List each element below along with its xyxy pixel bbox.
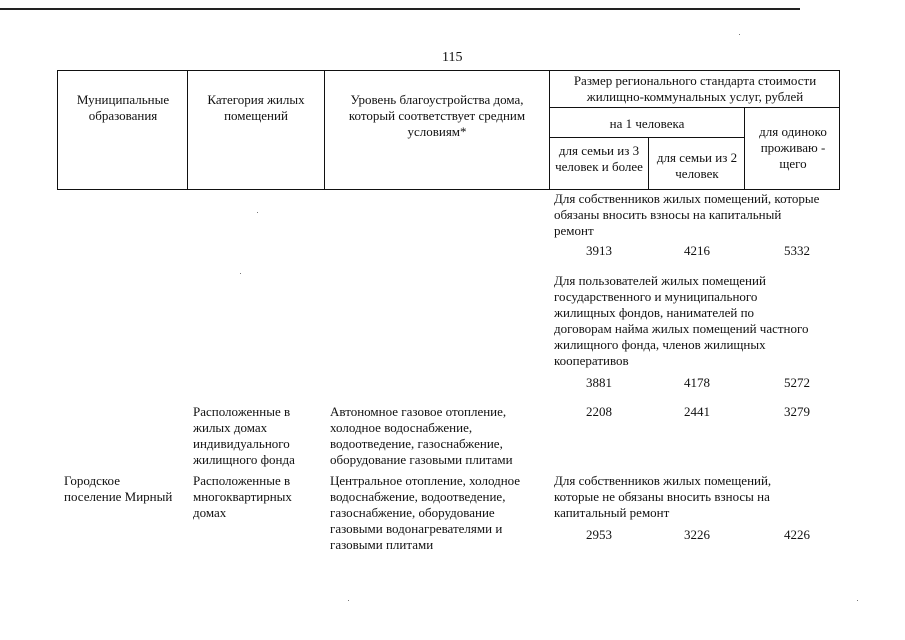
- value-single: 5272: [784, 375, 810, 390]
- header-standard: Размер регионального стандарта стоимости жилищно-коммунальных услуг, рублей: [573, 73, 817, 104]
- note-owners-obliged: Для собственников жилых помещений, которые обязаны вносить взносы на капитальный ремонт: [554, 191, 820, 238]
- value-family3: 3913: [586, 243, 612, 258]
- value-single: 3279: [784, 404, 810, 419]
- header-category: Категория жилых помещений: [207, 92, 305, 123]
- level-apartment: Центральное отопление, холодное водоснабжение, водоотведение, газоснабжение, оборудование газовыми водонагревателями и газовыми плитами: [330, 473, 521, 552]
- value-family3: 2208: [586, 404, 612, 419]
- header-family3: для семьи из 3 человек и более: [555, 143, 643, 174]
- scan-speck: [348, 600, 349, 601]
- row-divider: [549, 137, 744, 138]
- value-family2: 3226: [684, 527, 710, 542]
- header-level: Уровень благоустройства дома, который соответствует средним условиям*: [348, 92, 526, 139]
- col-divider: [324, 71, 325, 189]
- value-family3: 3881: [586, 375, 612, 390]
- col-divider: [744, 107, 745, 189]
- header-single: для одиноко проживаю - щего: [759, 124, 827, 171]
- col-divider: [648, 137, 649, 189]
- page-number: 115: [442, 50, 463, 65]
- header-municipal: Муниципальные образования: [76, 92, 170, 123]
- value-family2: 4216: [684, 243, 710, 258]
- value-single: 4226: [784, 527, 810, 542]
- note-owners-not-obliged: Для собственников жилых помещений, которые не обязаны вносить взносы на капитальный ремонт: [554, 473, 772, 520]
- value-family2: 4178: [684, 375, 710, 390]
- note-users: Для пользователей жилых помещений государственного и муниципального жилищных фондов, нанимателей по договорам найма жилых помещений частного жилищного фонда, членов жилищных кооперативов: [554, 273, 809, 368]
- col-divider: [549, 71, 550, 189]
- value-single: 5332: [784, 243, 810, 258]
- municipality-mirny: Городское поселение Мирный: [64, 473, 173, 504]
- scan-speck: [739, 34, 740, 35]
- level-individual: Автономное газовое отопление, холодное водоснабжение, водоотведение, газоснабжение, оборудование газовыми плитами: [330, 404, 513, 467]
- scan-speck: [240, 273, 241, 274]
- table-header: [57, 70, 840, 190]
- scan-speck: [857, 600, 858, 601]
- value-family3: 2953: [586, 527, 612, 542]
- header-family2: для семьи из 2 человек: [656, 150, 738, 181]
- header-per-person: на 1 человека: [609, 116, 685, 131]
- top-rule: [0, 8, 800, 10]
- value-family2: 2441: [684, 404, 710, 419]
- category-individual: Расположенные в жилых домах индивидуального жилищного фонда: [193, 404, 295, 467]
- category-apartment: Расположенные в многоквартирных домах: [193, 473, 292, 520]
- col-divider: [187, 71, 188, 189]
- row-divider: [549, 107, 839, 108]
- scan-speck: [257, 212, 258, 213]
